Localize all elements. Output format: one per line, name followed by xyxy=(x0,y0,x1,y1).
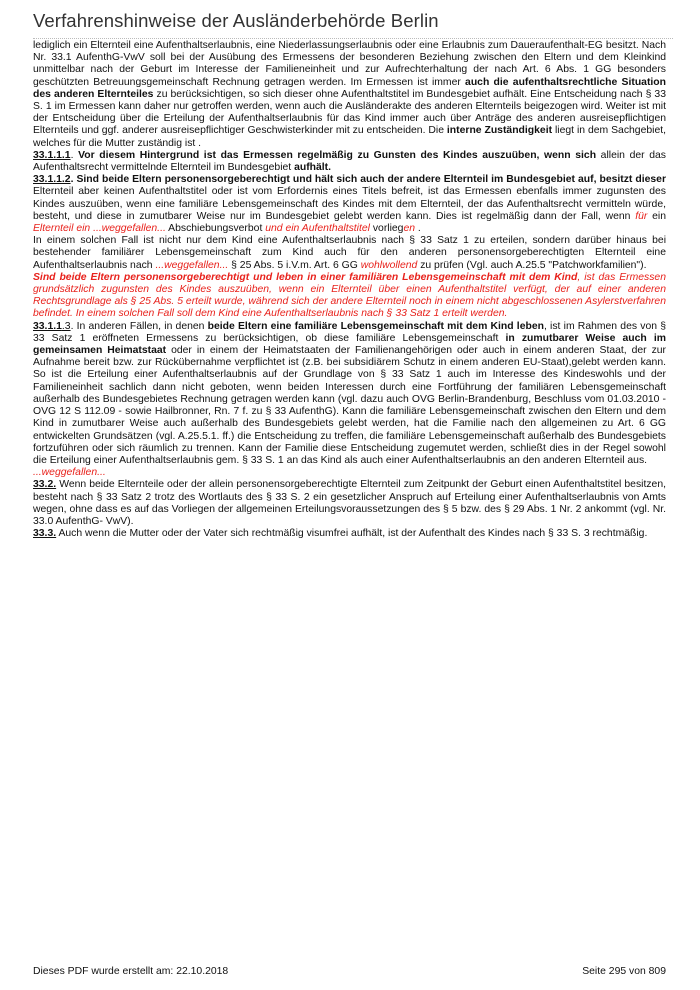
section-number: 33.1.1.1 xyxy=(33,149,71,161)
section-33-1-1-1: 33.1.1.1. Vor diesem Hintergrund ist das Ermessen regelmäßig zu Gunsten des Kindes auszuüben, wenn sich allein der das Aufenthaltsrecht vermittelnde Elternteil im Bundesgebiet aufhält. xyxy=(33,149,666,174)
section-number: 33.3. xyxy=(33,528,57,540)
pdf-created-date: Dieses PDF wurde erstellt am: 22.10.2018 xyxy=(33,966,229,977)
header-divider xyxy=(33,38,673,39)
section-number: 33.1.1 xyxy=(33,320,62,332)
page-header xyxy=(33,8,673,39)
paragraph-1: lediglich ein Elternteil eine Aufenthaltserlaubnis, eine Niederlassungserlaubnis oder eine Erlaubnis zum Daueraufenthalt-EG besitzt. Nach Nr. 33.1 AufenthG-VwV soll bei der Ausübung des Ermessens der besonderen Beziehung zwischen den Eltern und dem Kleinkind unmittelbar nach der Geburt im Interesse der Familieneinheit und zur Aufrechterhaltung der nach Art. 6 Abs. 1 GG besonders geschützten Betreuungsgemeinschaft Rechnung getragen werden. Im Ermessen ist immer auch die aufenthaltsrechtliche Situation des anderen Elternteiles zu berücksichtigen, so sich dieser ohne Aufenthaltstitel im Bundesgebiet aufhält. Eine Entscheidung nach § 33 S. 1 im Ermessen kann daher nur getroffen werden, wenn auch die Ausländerakte des anderen Elternteils beigezogen wird. Weiter ist mit der Entscheidung über die Erteilung der Aufenthaltserlaubnis für das Kind immer auch über Anträge des anderen ausreisepflichtigen Elternteils und ggf. anderer ausreisepflichtiger Geschwisterkinder mit zu entscheiden. Die interne Zuständigkeit liegt in dem Sachgebiet, welches für die Mutter zuständig ist . xyxy=(33,40,666,149)
section-33-1-1-2: 33.1.1.2. Sind beide Eltern personensorgeberechtigt und hält sich auch der andere Elternteil im Bundesgebiet auf, besitzt dieser Elternteil aber keinen Aufenthaltstitel oder ist vom Erfordernis eines Titels befreit, ist das Ermessen ebenfalls immer zugunsten des Kindes auszuüben, wenn eine familiäre Lebensgemeinschaft des Kindes mit dem Elternteil, der das Aufenthaltsrecht vermitteln würde, besteht, und diese in zumutbarer Weise nur im Bundesgebiet gelebt werden kann. Dies ist regelmäßig dann der Fall, wenn für ein Elternteil ein ...weggefallen... Abschiebungsverbot und ein Aufenthaltstitel vorliegen . xyxy=(33,174,666,235)
page-number: Seite 295 von 809 xyxy=(582,966,666,977)
section-number: 33.1.1.2 xyxy=(33,174,71,186)
document-body xyxy=(33,40,666,540)
section-33-3: 33.3. Auch wenn die Mutter oder der Vater sich rechtmäßig visumfrei aufhält, ist der Aufenthalt des Kindes nach § 33 S. 3 rechtmäßig. xyxy=(33,528,648,540)
section-number: 33.2. xyxy=(33,479,57,491)
paragraph-patchwork: In einem solchen Fall ist nicht nur dem Kind eine Aufenthaltserlaubnis nach § 33 Satz 1 zu erteilen, sondern darüber hinaus bei bestehender familiärer Lebensgemeinschaft zum Kind auch für den anderen personensorgeberechtigten Elternteil eine Aufenthaltserlaubnis nach ...weggefallen... § 25 Abs. 5 i.V.m. Art. 6 GG wohlwollend zu prüfen (Vgl. auch A.25.5 "Patchworkfamilien"). xyxy=(33,235,666,271)
section-33-2: 33.2. Wenn beide Elternteile oder der allein personensorgeberechtigte Elternteil zum Zeitpunkt der Geburt einen Aufenthaltstitel besitzen, besteht nach § 33 Satz 2 trotz des Wortlauts des § 33 S. 2 ein gesetzlicher Anspruch auf Erteilung einer Aufenthaltserlaubnis von Amts wegen, ohne dass es auf das Vorliegen der allgemeinen Erteilungsvoraussetzungen des § 5 bzw. des § 29 Abs. 1 Nr. 2 ankommt (vgl. Nr. 33.0 AufenthG- VwV). xyxy=(33,479,666,527)
section-33-1-1-3: 33.1.1.3. In anderen Fällen, in denen beide Eltern eine familiäre Lebensgemeinschaft mit dem Kind leben, ist im Rahmen des von § 33 Satz 1 eröffneten Ermessens zu berücksichtigen, ob diese familiäre Lebensgemeinschaft in zumutbarer Weise auch im gemeinsamen Heimatstaat oder in einem der Heimatstaaten der Familienangehörigen oder auch in einem anderen Staat, der zur Aufnahme bereit bzw. zur Rückübernahme verpflichtet ist (z.B. bei subsidiärem Schutz in einem anderen EU-Staat),gelebt werden kann. So ist die Erteilung einer Aufenthaltserlaubnis auf der Grundlage von § 33 Satz 1 auch im Interesse des Kindeswohls und der Familieneinheit sachlich dann nicht geboten, wenn beiden Interessen durch eine Fortführung der familiären Lebensgemeinschaft außerhalb des Bundesgebietes Rechnung getragen werden kann (vgl. dazu auch OVG Berlin-Brandenburg, Beschluss vom 01.03.2010 - OVG 12 S 112.09 - sowie Hailbronner, Rn. 7 f. zu § 33 AufenthG). Kann die familiäre Lebensgemeinschaft zwischen den Eltern und dem Kind in zumutbarer Weise auch außerhalb des Bundesgebiets gelebt werden, hat die Familie nach den allgemeinen zu Art. 6 GG entwickelten Grundsätzen (vgl. A.25.5.1. ff.) die Entscheidung zu treffen, die familiäre Lebensgemeinschaft außerhalb des Bundesgebiets fortzuführen oder sich räumlich zu trennen. Kann der Familie diese Entscheidung zugemutet werden, schließt dies in der Regel sowohl die Erteilung einer Aufenthaltserlaubnis gem. § 33 S. 1 an das Kind als auch einer Aufenthaltserlaubnis an den anderen Elternteil aus. xyxy=(33,320,667,466)
document-title: Verfahrenshinweise der Ausländerbehörde Berlin xyxy=(33,10,439,31)
paragraph-asyl-amendment: Sind beide Eltern personensorgeberechtigt und leben in einer familiären Lebensgemeinschaft mit dem Kind, ist das Ermessen grundsätzlich zugunsten des Kindes auszuüben, wenn ein Elternteil über einen Aufenthaltstitel verfügt, der auf einer anderen Rechtsgrundlage als § 25 Abs. 5 erteilt wurde, während sich der andere Elternteil noch in einem nicht abgeschlossenen Asylerstverfahren befindet. In einem solchen Fall soll dem Kind eine Aufenthaltserlaubnis nach § 33 Satz 1 erteilt werden. xyxy=(33,271,666,320)
removed-note: ...weggefallen... xyxy=(33,467,106,479)
